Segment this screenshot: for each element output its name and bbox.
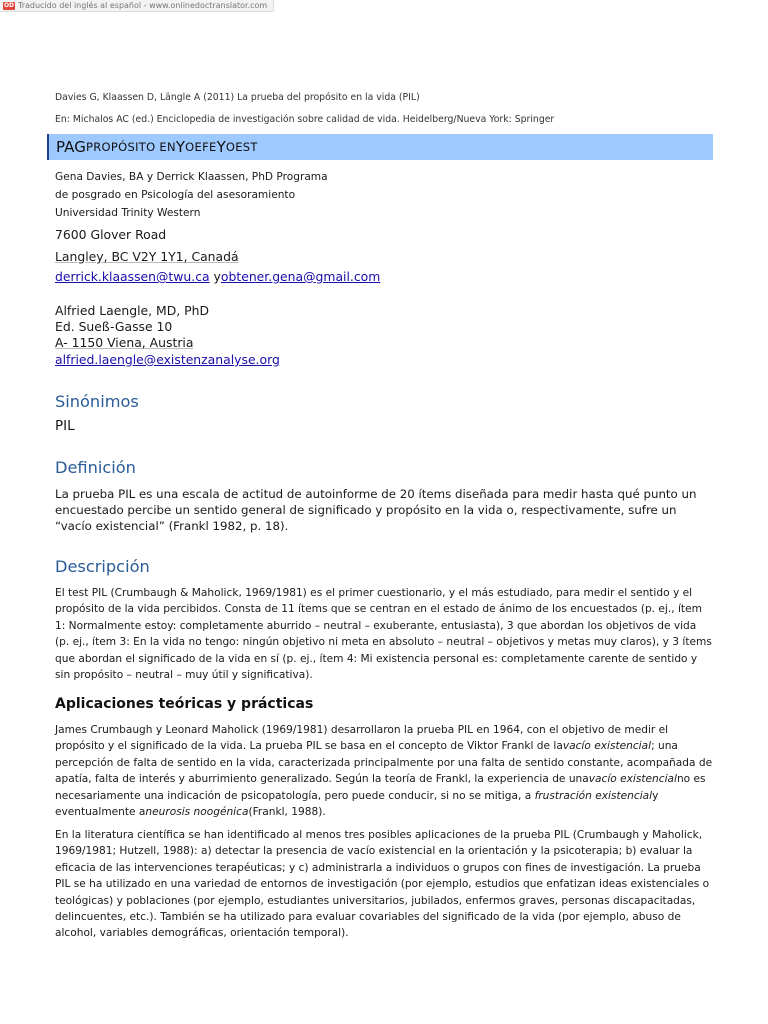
citation-line-1: Davies G, Klaassen D, Längle A (2011) La prueba del propósito en la vida (PIL) (55, 92, 420, 103)
synonyms-text: PIL (55, 418, 75, 434)
translator-logo-icon: OD (3, 1, 15, 9)
author-street-line: 7600 Glover Road (55, 227, 167, 242)
definition-paragraph: La prueba PIL es una escala de actitud de autoinforme de 20 ítems diseñada para medir hasta qué punto un encuestado percibe un sentido general de significado y propósito en la vida o, respectivamente, sufre un “vacío existencial” (Frankl 1982, p. 18). (55, 487, 697, 534)
author-name-line: Gena Davies, BA y Derrick Klaassen, PhD Programa (55, 171, 328, 183)
email-link-klaassen[interactable]: derrick.klaassen@twu.ca (55, 269, 210, 284)
author-city-line: Langley, BC V2Y 1Y1, Canadá (55, 249, 239, 264)
author-program-line: de posgrado en Psicología del asesoramiento (55, 189, 296, 201)
citation-line-2: En: Michalos AC (ed.) Enciclopedia de investigación sobre calidad de vida. Heidelberg/Nueva York: Springer (55, 114, 555, 125)
description-paragraph: El test PIL (Crumbaugh & Maholick, 1969/1981) es el primer cuestionario, y el más estudiado, para medir el sentido y el propósito de la vida percibidos. Consta de 11 ítems que se centran en el estado de ánimo de los encuestados (p. ej., ítem 1: Normalmente estoy: completamente aburrido – neutral – exuberante, entusiasta), 3 que abordan los objetivos de vida (p. ej., ítem 3: En la vida no tengo: ningún objetivo ni meta en absoluto – neutral – objetivos y metas muy claros), y 3 ítems que abordan el significado de la vida en sí (p. ej., ítem 4: Mi existencia personal es: completamente carente de sentido y sin propósito – neutral – muy útil y significativa). (55, 587, 712, 682)
applications-paragraph-1: James Crumbaugh y Leonard Maholick (1969/1981) desarrollaron la prueba PIL en 1964, con el objetivo de medir el propósito y el significado de la vida. La prueba PIL se basa en el concepto de Viktor Frankl de lavacío existencial; una percepción de falta de sentido en la vida, caracterizada principalmente por una falta de sentido constante, acompañada de apatía, falta de interés y aburrimiento generalizado. Según la teoría de Frankl, la experiencia de unavacío existencialno es necesariamente una indicación de psicopatología, pero puede conducir, si no se mitiga, a frustración existencialy eventualmente aneurosis noogénica(Frankl, 1988). (55, 724, 713, 819)
email-link-laengle[interactable]: alfried.laengle@existenzanalyse.org (55, 352, 280, 367)
email-conjunction: y (209, 269, 221, 284)
definition-heading: Definición (55, 458, 136, 477)
author-university-line: Universidad Trinity Western (55, 207, 201, 219)
author2-email-line (55, 352, 280, 367)
description-heading: Descripción (55, 557, 150, 576)
document-title: PAG PROPÓSITO EN Y O EFE Y O EST (47, 134, 713, 160)
translator-banner-text[interactable]: Traducido del inglés al español - www.onlinedoctranslator.com (18, 1, 268, 10)
author2-street-line: Ed. Sueß-Gasse 10 (55, 319, 173, 334)
synonyms-heading: Sinónimos (55, 392, 139, 411)
applications-heading: Aplicaciones teóricas y prácticas (55, 696, 314, 712)
author-emails-line (55, 269, 380, 284)
applications-paragraph-2: En la literatura científica se han identificado al menos tres posibles aplicaciones de la prueba PIL (Crumbaugh y Maholick, 1969/1981; Hutzell, 1988): a) detectar la presencia de vacío existencial en la orientación y la psicoterapia; b) evaluar la eficacia de las intervenciones terapéuticas; y c) administrarla a individuos o grupos con fines de investigación. La prueba PIL se ha utilizado en una variedad de entornos de investigación (por ejemplo, estudios que enfatizan ideas existenciales o teológicas) y poblaciones (por ejemplo, estudiantes universitarios, jubilados, enfermos graves, personas discapacitadas, delincuentes, etc.). También se ha utilizado para evaluar covariables del significado de la vida (por ejemplo, abuso de alcohol, variables demográficas, orientación temporal). (55, 829, 710, 940)
author2-name-line: Alfried Laengle, MD, PhD (55, 303, 209, 318)
translator-banner[interactable] (0, 0, 274, 12)
author2-city-line: A- 1150 Viena, Austria (55, 335, 194, 350)
email-link-davies[interactable]: obtener.gena@gmail.com (220, 269, 381, 284)
